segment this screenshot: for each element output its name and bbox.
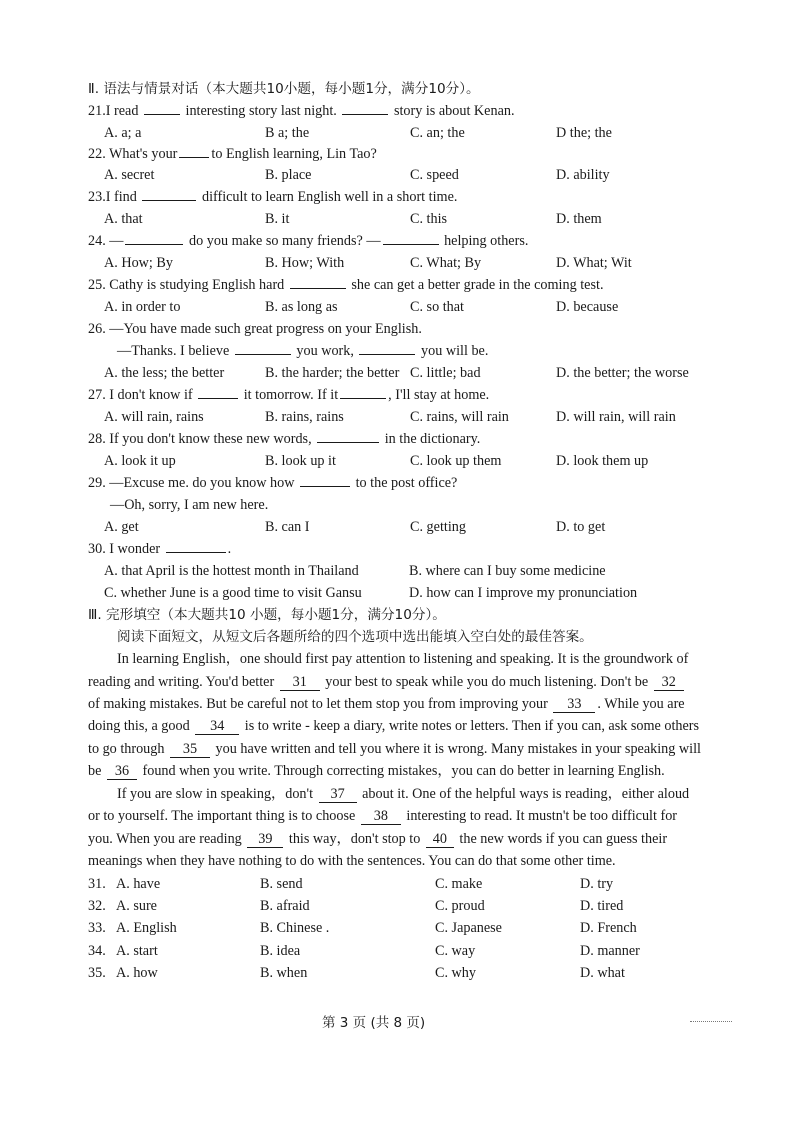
- question-24: 24. — do you make so many friends? — helping others.: [88, 233, 529, 249]
- passage-line: to go through 35 you have written and tell you where it is wrong. Many mistakes in your speaking will: [88, 741, 701, 757]
- cloze-blank-36: 36: [107, 764, 137, 780]
- option-b: B. place: [265, 167, 312, 183]
- question-28: 28. If you don't know these new words, in the dictionary.: [88, 431, 481, 447]
- passage-line: be 36 found when you write. Through correcting mistakes，you can do better in learning English.: [88, 763, 665, 779]
- option-d: D the; the: [556, 125, 612, 141]
- option-d: D. how can I improve my pronunciation: [409, 585, 638, 601]
- option-d: D. to get: [556, 519, 606, 535]
- option-c: C. an; the: [410, 125, 465, 141]
- option-b: B. rains, rains: [265, 409, 344, 425]
- answer-blank: [290, 288, 346, 289]
- cloze-question-number: 35.: [88, 965, 106, 981]
- cloze-blank-33: 33: [553, 697, 595, 713]
- option-a: A. English: [116, 920, 177, 936]
- option-b: B. Chinese .: [260, 920, 330, 936]
- option-d: D. try: [580, 876, 614, 892]
- option-b: B. where can I buy some medicine: [409, 563, 606, 579]
- answer-blank: [340, 398, 386, 399]
- question-22: 22. What's your to English learning, Lin Tao?: [88, 146, 377, 162]
- option-a: A. that: [104, 211, 143, 227]
- option-a: A. a; a: [104, 125, 142, 141]
- option-b: B. can I: [265, 519, 310, 535]
- passage-line: If you are slow in speaking，don't 37 about it. One of the helpful ways is reading，either aloud: [117, 786, 690, 802]
- option-d: D. the better; the worse: [556, 365, 689, 381]
- option-d: D. French: [580, 920, 637, 936]
- passage-line: doing this, a good 34 is to write - keep a diary, write notes or letters. Then if you can, ask some others: [88, 718, 700, 734]
- option-c: C. whether June is a good time to visit Gansu: [104, 585, 362, 601]
- option-b: B. when: [260, 965, 308, 981]
- question-26-reply: —Thanks. I believe you work, you will be.: [117, 343, 489, 359]
- answer-blank: [235, 354, 291, 355]
- answer-blank: [342, 114, 388, 115]
- option-b: B. it: [265, 211, 290, 227]
- option-b: B. How; With: [265, 255, 345, 271]
- option-b: B. afraid: [260, 898, 310, 914]
- option-c: C. make: [435, 876, 483, 892]
- footer-rule: [690, 1021, 732, 1022]
- section-3-instruction: 阅读下面短文，从短文后各题所给的四个选项中选出能填入空白处的最佳答案。: [117, 629, 593, 645]
- passage-line: you. When you are reading 39 this way，don't stop to 40 the new words if you can guess their: [88, 831, 668, 847]
- option-a: A. look it up: [104, 453, 176, 469]
- cloze-blank-38: 38: [361, 809, 401, 825]
- option-b: B. idea: [260, 943, 301, 959]
- option-c: C. What; By: [410, 255, 482, 271]
- answer-blank: [300, 486, 350, 487]
- option-c: C. look up them: [410, 453, 502, 469]
- cloze-question-number: 34.: [88, 943, 106, 959]
- option-d: D. manner: [580, 943, 640, 959]
- cloze-blank-34: 34: [195, 719, 239, 735]
- option-a: A. the less; the better: [104, 365, 225, 381]
- passage-line: In learning English，one should first pay attention to listening and speaking. It is the groundwork of: [117, 651, 689, 667]
- option-d: D. tired: [580, 898, 624, 914]
- option-b: B. as long as: [265, 299, 338, 315]
- option-b: B. send: [260, 876, 303, 892]
- option-c: C. getting: [410, 519, 466, 535]
- option-a: A. how: [116, 965, 158, 981]
- option-a: A. secret: [104, 167, 155, 183]
- option-c: C. why: [435, 965, 476, 981]
- option-d: D. what: [580, 965, 625, 981]
- option-a: A. in order to: [104, 299, 181, 315]
- option-c: C. speed: [410, 167, 459, 183]
- cloze-blank-37: 37: [319, 787, 357, 803]
- option-a: A. How; By: [104, 255, 173, 271]
- option-b: B. look up it: [265, 453, 336, 469]
- page-footer: 第 3 页 (共 8 页): [322, 1015, 426, 1031]
- question-27: 27. I don't know if it tomorrow. If it , I'll stay at home.: [88, 387, 490, 403]
- option-d: D. will rain, will rain: [556, 409, 676, 425]
- question-25: 25. Cathy is studying English hard she can get a better grade in the coming test.: [88, 277, 604, 293]
- question-30: 30. I wonder .: [88, 541, 232, 557]
- answer-blank: [359, 354, 415, 355]
- option-c: C. way: [435, 943, 476, 959]
- option-c: C. Japanese: [435, 920, 502, 936]
- option-c: C. rains, will rain: [410, 409, 509, 425]
- answer-blank: [166, 552, 226, 553]
- cloze-blank-39: 39: [247, 832, 283, 848]
- option-c: C. so that: [410, 299, 464, 315]
- question-23: 23.I find difficult to learn English well in a short time.: [88, 189, 458, 205]
- option-a: A. sure: [116, 898, 157, 914]
- option-c: C. proud: [435, 898, 485, 914]
- answer-blank: [125, 244, 183, 245]
- answer-blank: [383, 244, 439, 245]
- question-26: 26. —You have made such great progress on your English.: [88, 321, 422, 337]
- option-d: D. them: [556, 211, 602, 227]
- option-c: C. this: [410, 211, 448, 227]
- option-d: D. look them up: [556, 453, 649, 469]
- cloze-blank-35: 35: [170, 742, 210, 758]
- answer-blank: [198, 398, 238, 399]
- answer-blank: [142, 200, 196, 201]
- question-29-reply: —Oh, sorry, I am new here.: [110, 497, 269, 513]
- option-c: C. little; bad: [410, 365, 481, 381]
- section-2-title: Ⅱ. 语法与情景对话（本大题共10小题，每小题1分，满分10分）。: [88, 81, 480, 97]
- section-3-title: Ⅲ. 完形填空（本大题共10 小题，每小题1分，满分10分）。: [88, 607, 446, 623]
- passage-line: of making mistakes. But be careful not to let them stop you from improving your 33 . While you are: [88, 696, 685, 712]
- cloze-blank-31: 31: [280, 675, 320, 691]
- option-d: D. because: [556, 299, 619, 315]
- passage-line: meanings when they have nothing to do with the sentences. You can do that some other time.: [88, 853, 616, 869]
- option-b: B. the harder; the better: [265, 365, 400, 381]
- question-29: 29. —Excuse me. do you know how to the post office?: [88, 475, 458, 491]
- option-a: A. that April is the hottest month in Thailand: [104, 563, 359, 579]
- option-a: A. have: [116, 876, 161, 892]
- answer-blank: [144, 114, 180, 115]
- cloze-question-number: 32.: [88, 898, 106, 914]
- cloze-blank-32: 32: [654, 675, 684, 691]
- option-d: D. What; Wit: [556, 255, 632, 271]
- option-a: A. start: [116, 943, 158, 959]
- passage-line: reading and writing. You'd better 31 your best to speak while you do much listening. Don't be 32: [88, 673, 686, 691]
- cloze-question-number: 31.: [88, 876, 106, 892]
- option-a: A. will rain, rains: [104, 409, 204, 425]
- question-number: 21.: [88, 103, 106, 119]
- question-21: 21.I read interesting story last night. story is about Kenan.: [88, 103, 515, 119]
- cloze-blank-40: 40: [426, 832, 454, 848]
- cloze-question-number: 33.: [88, 920, 106, 936]
- option-b: B a; the: [265, 125, 310, 141]
- option-d: D. ability: [556, 167, 610, 183]
- option-a: A. get: [104, 519, 139, 535]
- answer-blank: [317, 442, 379, 443]
- answer-blank: [179, 157, 209, 158]
- passage-line: or to yourself. The important thing is to choose 38 interesting to read. It mustn't be too difficult for: [88, 808, 678, 824]
